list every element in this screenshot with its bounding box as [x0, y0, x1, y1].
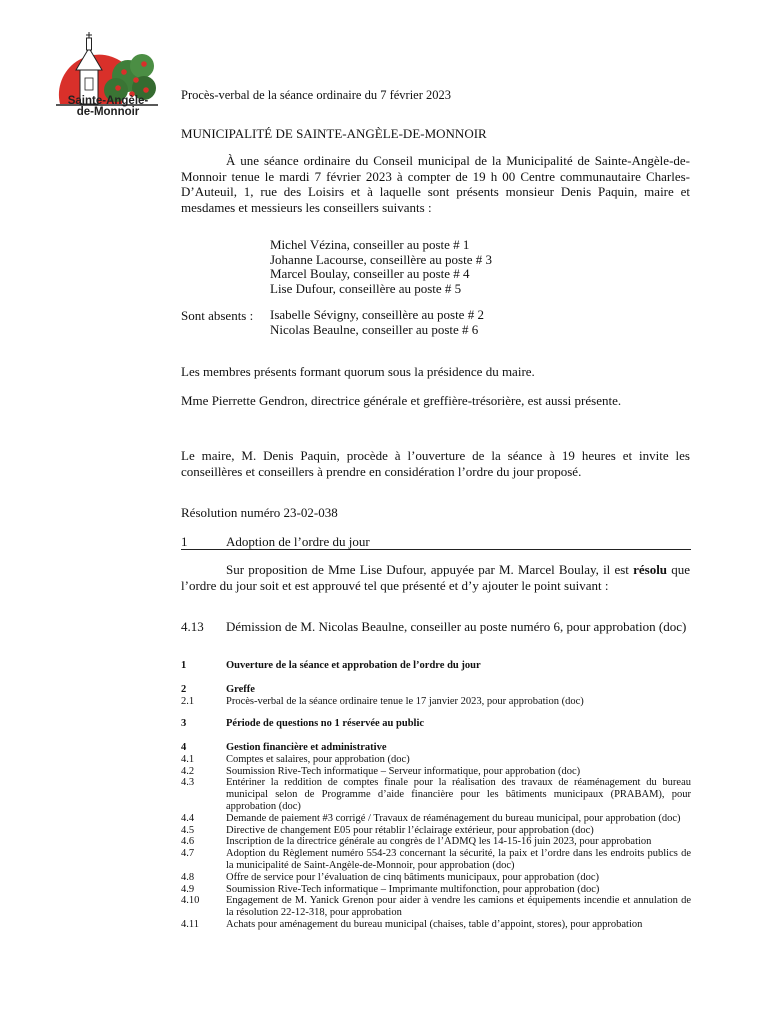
agenda-num: 1 [181, 660, 187, 671]
section-number: 1 [181, 534, 188, 549]
present-member: Lise Dufour, conseillère au poste # 5 [270, 280, 462, 296]
present-member: Johanne Lacourse, conseillère au poste # 3 [270, 251, 493, 267]
agenda-title: Ouverture de la séance et approbation de l’ordre du jour [226, 660, 481, 671]
agenda-section-3 [181, 718, 691, 730]
proposition-post: que l’ordre du jour soit et est approuvé tel que présenté et d’y ajouter le point suivant : [181, 562, 690, 593]
logo-line-2: de-Monnoir [76, 106, 140, 118]
present-member: Michel Vézina, conseiller au poste # 1 [270, 237, 470, 252]
absent-member: Isabelle Sévigny, conseillère au poste # 2 [270, 307, 484, 322]
section-underline [181, 549, 691, 550]
agenda-num: 2 [181, 684, 187, 695]
agenda-item: 4.8 Offre de service pour l’évaluation de cinq bâtiments municipaux, pour approbation (doc) [181, 871, 600, 883]
agenda-num: 4 [181, 742, 187, 753]
absent-list [270, 308, 484, 337]
agenda-section-1 [181, 660, 691, 672]
added-item-number: 4.13 [181, 619, 204, 634]
agenda-item: 4.7 Adoption du Règlement numéro 554-23 concernant la sécurité, la paix et l’ordre dans les endroits publics de la municipalité de Saint-Angèle-de-Monnoir, pour approbation (doc) [181, 848, 691, 871]
absent-member: Nicolas Beaulne, conseiller au poste # 6 [270, 321, 479, 337]
agenda-section-4 [181, 742, 691, 931]
intro-paragraph: À une séance ordinaire du Conseil municipal de la Municipalité de Sainte-Angèle-de-Monnoir tenue le mardi 7 février 2023 à compter de 19 h 00 Centre communautaire Charles-D’Auteuil, 1, rue des Loisirs et à laquelle sont présents monsieur Denis Paquin, maire et mesdames et messieurs les conseillers suivants : [181, 153, 690, 215]
logo-line-1: Sainte-Angèle- [67, 95, 149, 107]
agenda-item: 4.5 Directive de changement E05 pour rétablir l’éclairage extérieur, pour approbation (doc) [181, 824, 594, 836]
agenda-item: 4.1 Comptes et salaires, pour approbation (doc) [181, 753, 410, 765]
proposition-resolu: résolu [633, 562, 668, 577]
agenda-num: 3 [181, 718, 187, 729]
agenda-section-2 [181, 684, 691, 708]
proposition-paragraph [181, 562, 690, 593]
minutes-header: Procès-verbal de la séance ordinaire du 7 février 2023 [181, 88, 452, 102]
agenda-item: 4.9 Soumission Rive-Tech informatique – Imprimante multifonction, pour approbation (doc) [181, 883, 600, 895]
agenda-item: 2.1 Procès-verbal de la séance ordinaire tenue le 17 janvier 2023, pour approbation (doc) [181, 695, 584, 707]
agenda-item: 4.11 Achats pour aménagement du bureau municipal (chaises, table d’appoint, stores), pour approbation [181, 918, 643, 930]
added-item-text: Démission de M. Nicolas Beaulne, conseiller au poste numéro 6, pour approbation (doc) [226, 619, 687, 634]
agenda-item: 4.3 Entériner la reddition de comptes finale pour la réalisation des travaux de réaménagement du bureau municipal selon de Programme d’aide financière pour les bâtiments municipaux (PRABAM), pour approbation (doc) [181, 777, 691, 812]
dg-paragraph: Mme Pierrette Gendron, directrice générale et greffière-trésorière, est aussi présente. [181, 393, 622, 408]
resolution-number: Résolution numéro 23-02-038 [181, 505, 338, 520]
agenda-title: Gestion financière et administrative [226, 742, 387, 753]
present-list [270, 238, 492, 296]
opening-paragraph: Le maire, M. Denis Paquin, procède à l’ouverture de la séance à 19 heures et invite les conseillères et conseillers à prendre en considération l’ordre du jour proposé. [181, 448, 690, 479]
agenda-title: Période de questions no 1 réservée au public [226, 718, 425, 729]
absent-label: Sont absents : [181, 308, 254, 323]
agenda-item: 4.2 Soumission Rive-Tech informatique – Serveur informatique, pour approbation (doc) [181, 765, 581, 777]
proposition-pre: Sur proposition de Mme Lise Dufour, appuyée par M. Marcel Boulay, il est [226, 562, 629, 577]
quorum-paragraph: Les membres présents formant quorum sous la présidence du maire. [181, 364, 535, 379]
section-title: Adoption de l’ordre du jour [226, 534, 370, 549]
agenda-item: 4.6 Inscription de la directrice générale au congrès de l’ADMQ les 14-15-16 juin 2023, pour approbation [181, 836, 652, 848]
municipality-title: MUNICIPALITÉ DE SAINTE-ANGÈLE-DE-MONNOIR [181, 126, 487, 141]
agenda-item: 4.4 Demande de paiement #3 corrigé / Travaux de réaménagement du bureau municipal, pour approbation (doc) [181, 812, 681, 824]
agenda-item: 4.10 Engagement de M. Yanick Grenon pour aider à vendre les camions et équipements incendie et annulation de la résolution 22-12-318, pour approbation [181, 895, 691, 919]
agenda-title: Greffe [226, 684, 255, 695]
logo-text [48, 96, 168, 118]
present-member: Marcel Boulay, conseiller au poste # 4 [270, 266, 470, 281]
